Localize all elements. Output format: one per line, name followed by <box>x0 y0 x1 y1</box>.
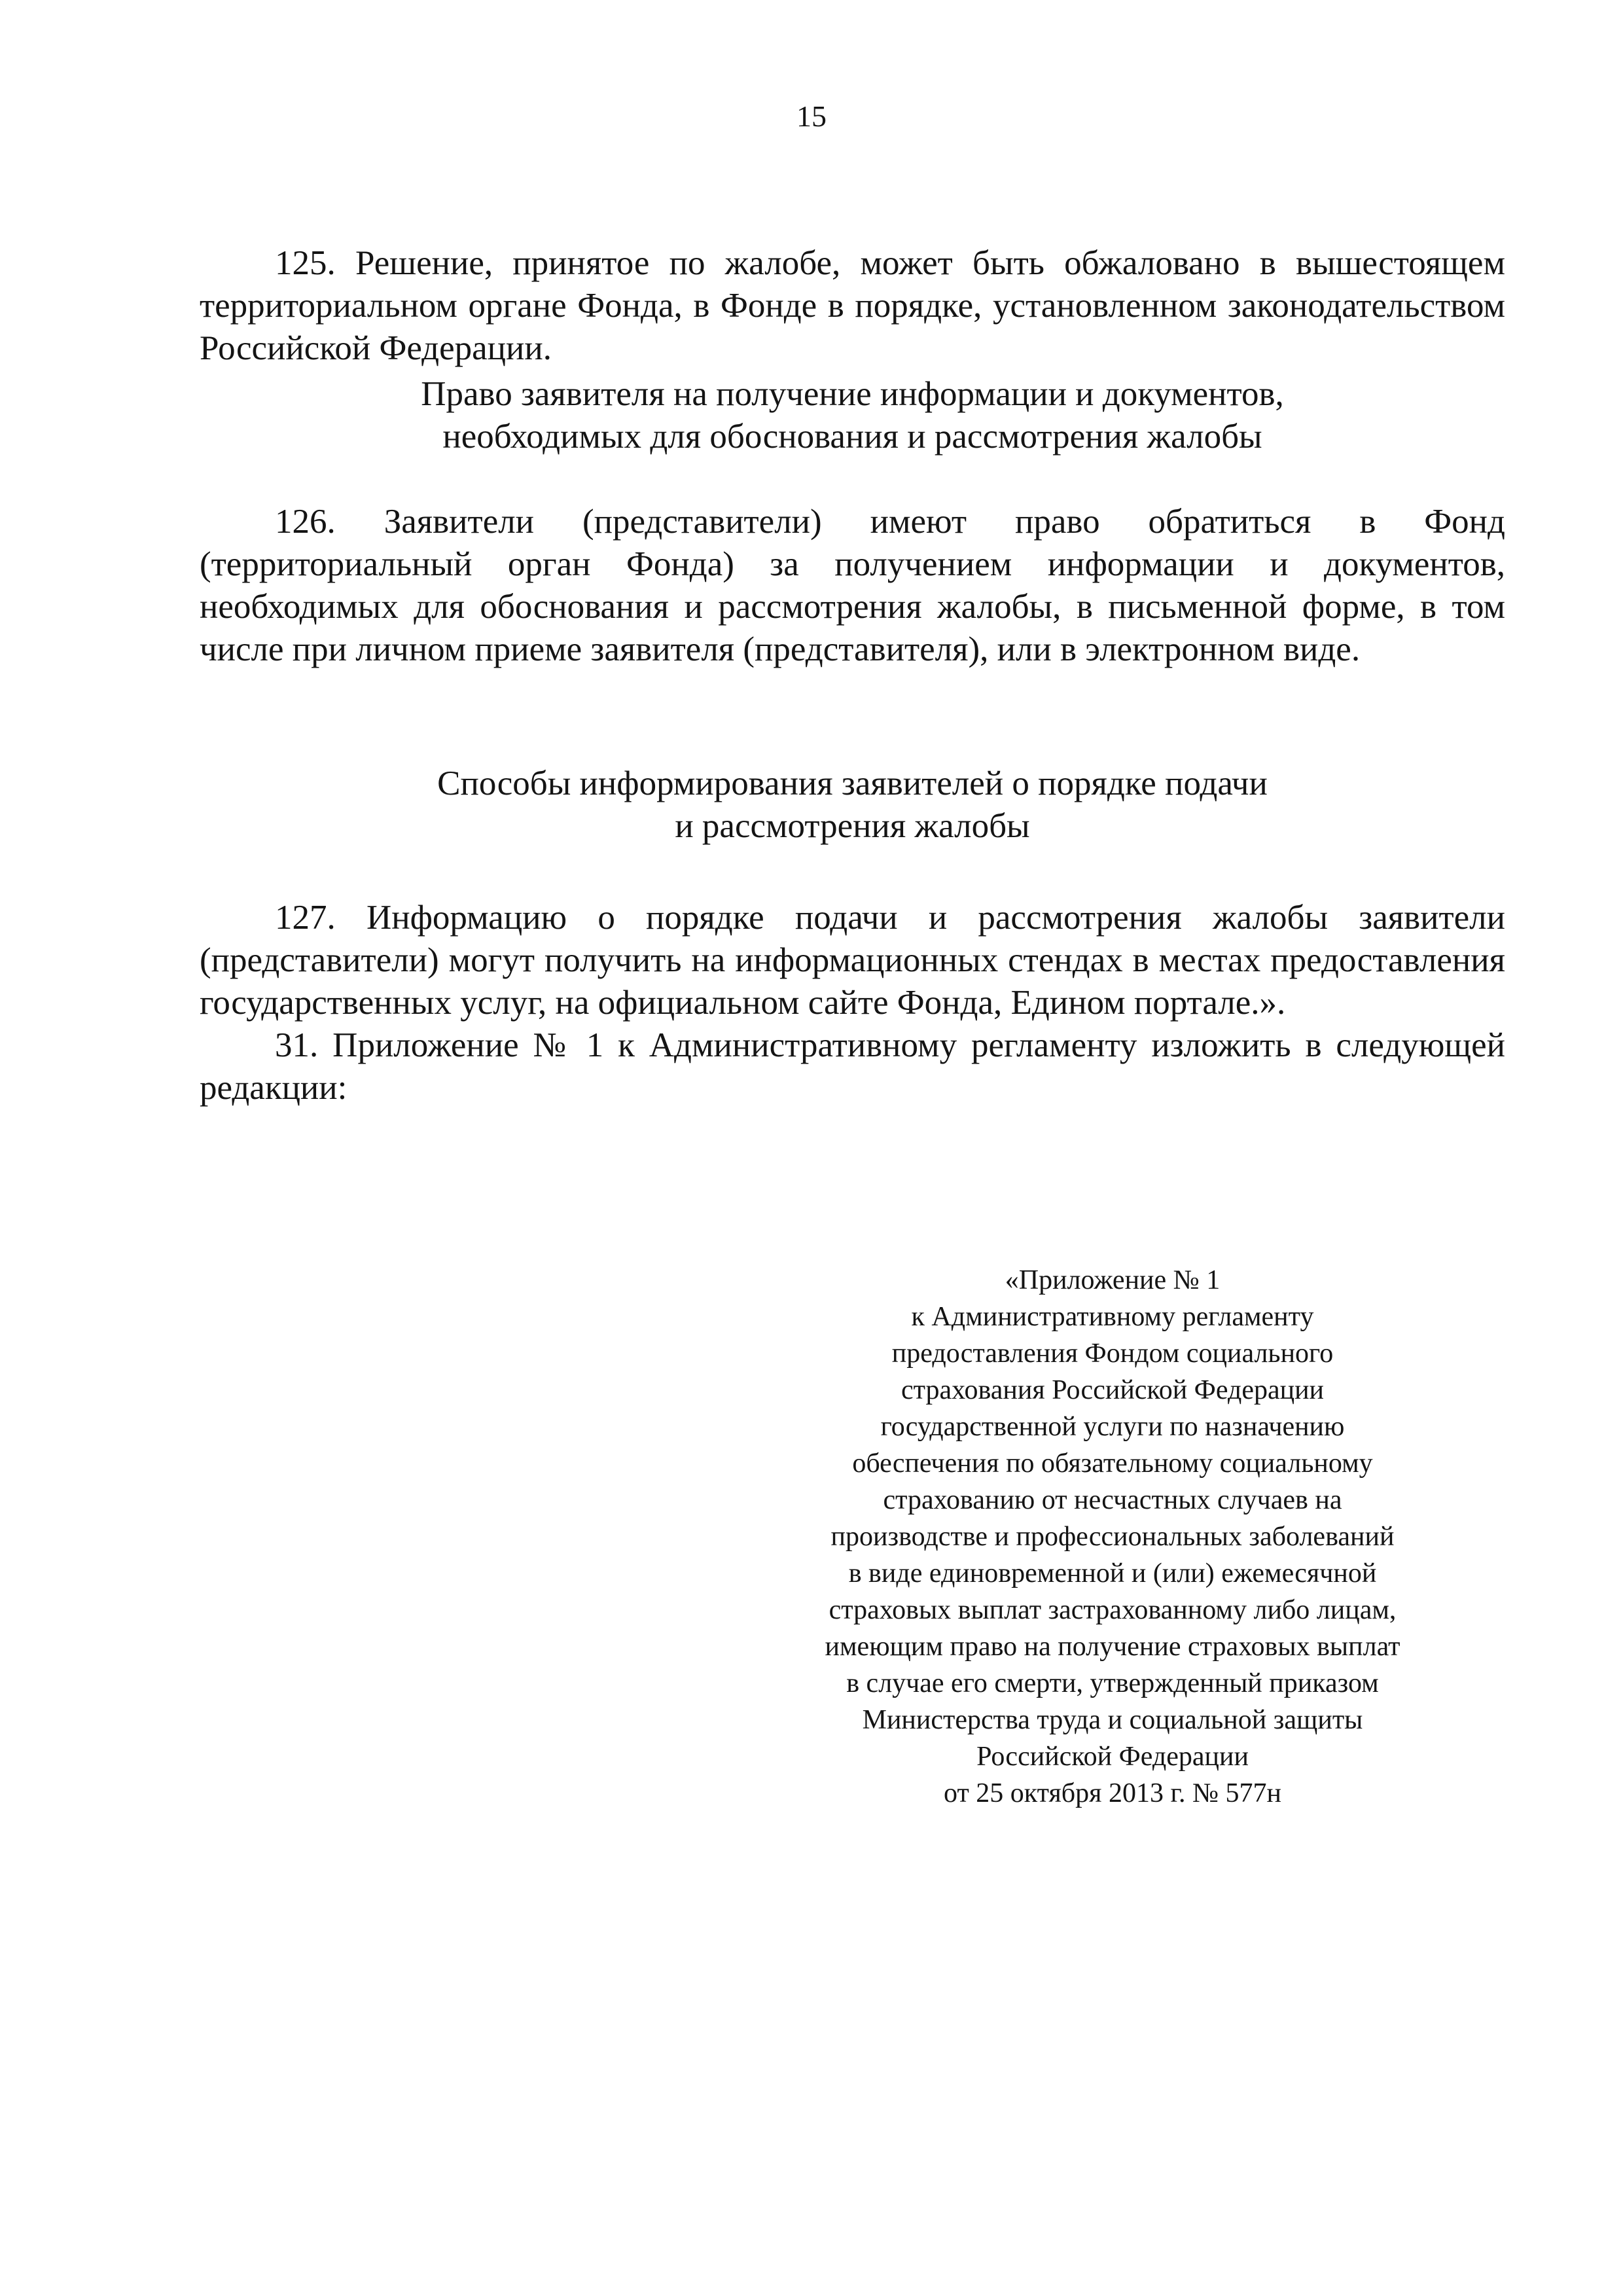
appendix-line: в виде единовременной и (или) ежемесячной <box>848 1558 1377 1588</box>
paragraph-127-block <box>200 897 1505 1109</box>
appendix-line: государственной услуги по назначению <box>880 1412 1345 1442</box>
heading-applicant-rights-line-1: Право заявителя на получение информации и документов, <box>421 375 1284 413</box>
heading-informing-methods-line-1: Способы информирования заявителей о порядке подачи <box>437 764 1268 802</box>
paragraph-126: 126. Заявители (представители) имеют право обратиться в Фонд (территориальный орган Фонда) за получением информации и документов, необходимых для обоснования и рассмотрения жалобы, в письменной форме, в том числе при личном приеме заявителя (представителя), или в электронном виде. <box>200 503 1505 668</box>
appendix-line: производстве и профессиональных заболеваний <box>830 1522 1395 1552</box>
paragraph-125: 125. Решение, принятое по жалобе, может быть обжаловано в вышестоящем территориальном органе Фонда, в Фонде в порядке, установленном законодательством Российской Федерации. <box>200 244 1505 367</box>
paragraph-126-block <box>200 501 1505 671</box>
appendix-line: имеющим право на получение страховых выплат <box>825 1632 1400 1662</box>
appendix-line: в случае его смерти, утвержденный приказом <box>846 1668 1379 1698</box>
appendix-line: страхованию от несчастных случаев на <box>883 1485 1342 1515</box>
heading-applicant-rights-block <box>200 373 1505 458</box>
page-number: 15 <box>796 99 827 133</box>
paragraph-125-block <box>200 242 1505 370</box>
paragraph-127: 127. Информацию о порядке подачи и рассмотрения жалобы заявители (представители) могут получить на информационных стендах в местах предоставления государственных услуг, на официальном сайте Фонда, Едином портале.». <box>200 899 1505 1022</box>
appendix-line: «Приложение № 1 <box>1005 1265 1221 1295</box>
heading-informing-methods <box>200 762 1505 848</box>
appendix-line: к Административному регламенту <box>911 1302 1314 1332</box>
heading-informing-methods-block <box>200 762 1505 848</box>
appendix-line: обеспечения по обязательному социальному <box>852 1448 1373 1479</box>
heading-applicant-rights <box>200 373 1505 458</box>
appendix-line: страховых выплат застрахованному либо лицам, <box>829 1595 1397 1625</box>
appendix-line: Российской Федерации <box>976 1742 1249 1772</box>
appendix-line: от 25 октября 2013 г. № 577н <box>944 1778 1281 1808</box>
heading-informing-methods-line-2: и рассмотрения жалобы <box>675 807 1030 845</box>
appendix-line: страхования Российской Федерации <box>901 1375 1325 1405</box>
paragraph-31: 31. Приложение № 1 к Административному регламенту изложить в следующей редакции: <box>200 1026 1505 1107</box>
appendix-line: Министерства труда и социальной защиты <box>862 1705 1363 1735</box>
appendix-line: предоставления Фондом социального <box>891 1338 1334 1369</box>
heading-applicant-rights-line-2: необходимых для обоснования и рассмотрения жалобы <box>442 418 1262 456</box>
appendix-header <box>779 1262 1446 1812</box>
